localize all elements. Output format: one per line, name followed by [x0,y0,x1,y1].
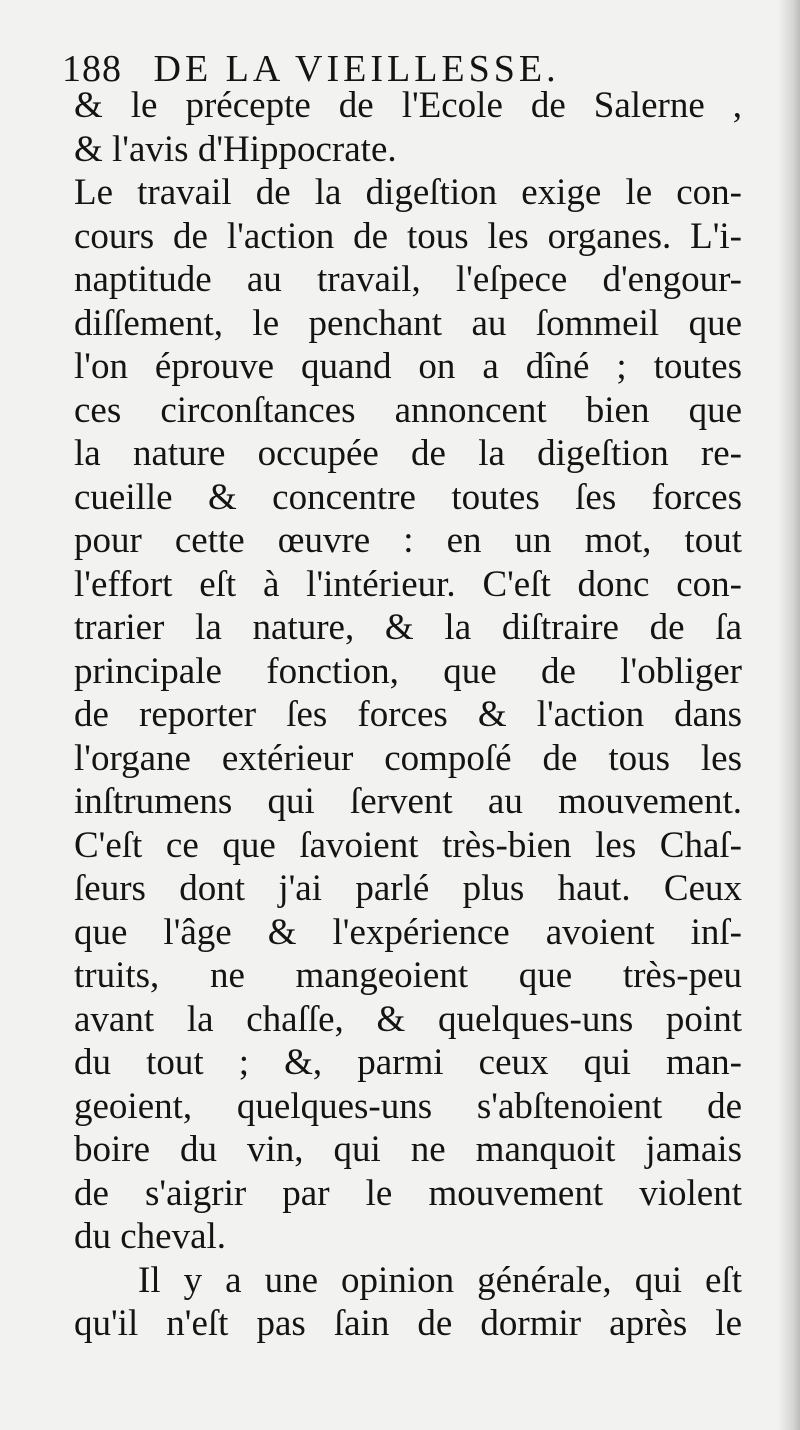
text-line: l'effort eſt à l'intérieur. C'eſt donc con- [74,563,742,605]
text-line: du tout ; &, parmi ceux qui man- [74,1042,742,1083]
text-line: geoient, quelques-uns s'abſtenoient de [74,1085,742,1127]
text-line: & l'avis d'Hippocrate. [74,128,397,170]
text-line: de reporter ſes forces & l'action dans [74,694,742,735]
text-line: & le précepte de l'Ecole de Salerne , [74,85,742,126]
text-line: naptitude au travail, l'eſpece d'engour- [74,259,742,300]
text-line: que l'âge & l'expérience avoient inſ- [74,911,742,953]
text-line: pour cette œuvre : en un mot, tout [74,520,742,561]
text-line: la nature occupée de la digeſtion re- [74,433,742,474]
page-edge-shadow [778,0,800,1430]
text-line: l'organe extérieur compoſé de tous les [74,737,742,779]
text-line: boire du vin, qui ne manquoit jamais [74,1129,742,1170]
text-line: de s'aigrir par le mouvement violent [74,1172,742,1214]
text-line: cueille & concentre toutes ſes forces [74,476,742,518]
text-line: trarier la nature, & la diſtraire de ſa [74,607,742,648]
text-line: du cheval. [74,1216,227,1257]
text-line: inſtrumens qui ſervent au mouvement. [74,781,742,822]
text-line: ſeurs dont j'ai parlé plus haut. Ceux [74,868,742,909]
text-line: avant la chaſſe, & quelques-uns point [74,998,742,1040]
text-line: Il y a une opinion générale, qui eſt [138,1259,742,1301]
text-line: l'on éprouve quand on a dîné ; toutes [74,346,742,387]
text-line: principale fonction, que de l'obliger [74,650,742,692]
text-line: Le travail de la digeſtion exige le con- [74,172,742,213]
text-line: diſſement, le penchant au ſommeil que [74,302,742,344]
text-line: cours de l'action de tous les organes. L'i- [74,215,742,257]
page-number: 188 [62,48,122,90]
text-line: ces circonſtances annoncent bien que [74,389,742,431]
running-head: DE LA VIEILLESSE. [153,48,560,90]
text-line: truits, ne mangeoient que très-peu [74,955,742,996]
text-line: qu'il n'eſt pas ſain de dormir après le [74,1303,742,1344]
body-text [74,84,742,1346]
text-line: C'eſt ce que ſavoient très-bien les Chaſ- [74,824,742,866]
